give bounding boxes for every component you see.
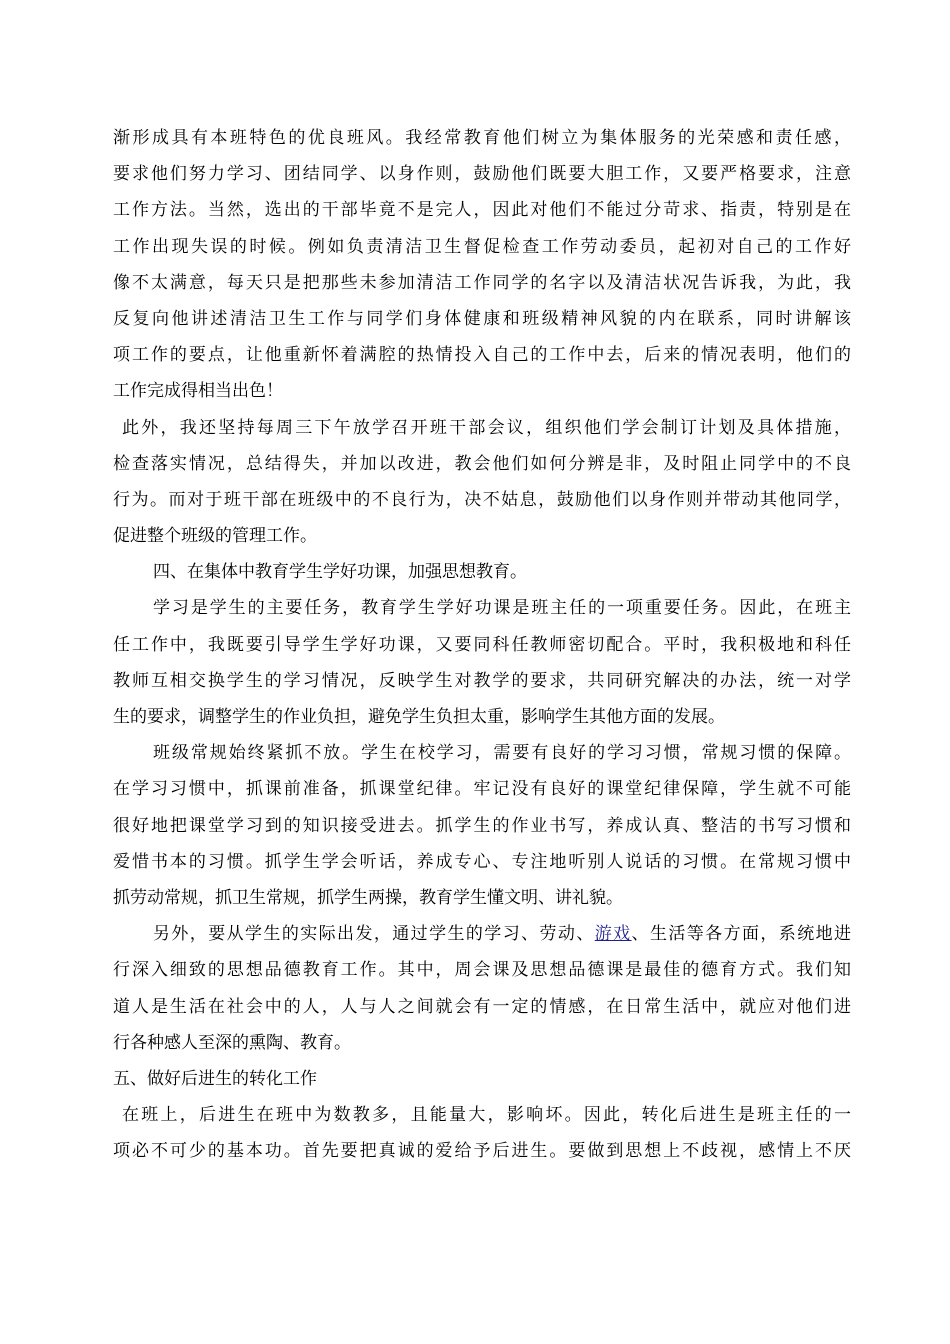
text-line: 项工作的要点，让他重新怀着满腔的热情投入自己的工作中去，后来的情况表明，他们的 — [113, 345, 851, 366]
text-line: 班级常规始终紧抓不放。学生在校学习，需要有良好的学习习惯，常规习惯的保障。 — [153, 743, 851, 764]
document-body — [113, 120, 851, 1169]
text-line: 行为。而对于班干部在班级中的不良行为，决不姑息，鼓励他们以身作则并带动其他同学， — [113, 489, 851, 510]
text-line — [113, 916, 851, 952]
text-line: 此外，我还坚持每周三下午放学召开班干部会议，组织他们学会制订计划及具体措施， — [122, 417, 851, 438]
text-line: 生的要求，调整学生的作业负担，避免学生负担太重，影响学生其他方面的发展。 — [113, 707, 725, 727]
text-line: 工作完成得相当出色！ — [113, 381, 283, 402]
text-line: 在班上，后进生在班中为数教多，且能量大，影响坏。因此，转化后进生是班主任的一 — [122, 1105, 851, 1126]
text-line: 道人是生活在社会中的人，人与人之间就会有一定的情感，在日常生活中，就应对他们进 — [113, 996, 851, 1017]
text-line: 学习是学生的主要任务，教育学生学好功课是班主任的一项重要任务。因此，在班主 — [153, 598, 851, 619]
section-heading: 五、做好后进生的转化工作 — [113, 1068, 317, 1089]
text-line: 项必不可少的基本功。首先要把真诚的爱给予后进生。要做到思想上不歧视，感情上不厌 — [113, 1141, 851, 1162]
text-line: 在学习习惯中，抓课前准备，抓课堂纪律。牢记没有良好的课堂纪律保障，学生就不可能 — [113, 779, 851, 800]
text-line: 很好地把课堂学习到的知识接受进去。抓学生的作业书写，养成认真、整洁的书写习惯和 — [113, 815, 851, 836]
text-line: 抓劳动常规，抓卫生常规，抓学生两操，教育学生懂文明、讲礼貌。 — [113, 887, 623, 908]
text-line: 工作出现失误的时候。例如负责清洁卫生督促检查工作劳动委员，起初对自己的工作好 — [113, 236, 851, 257]
text-line: 任工作中，我既要引导学生学好功课，又要同科任教师密切配合。平时，我积极地和科任 — [113, 634, 851, 655]
text-segment: 、生活等各方面，系统地进 — [631, 924, 851, 945]
game-link[interactable]: 游戏 — [594, 924, 632, 945]
section-heading: 四、在集体中教育学生学好功课，加强思想教育。 — [153, 562, 527, 583]
text-line: 行深入细致的思想品德教育工作。其中，周会课及思想品德课是最佳的德育方式。我们知 — [113, 960, 851, 981]
text-line: 教师互相交换学生的学习情况，反映学生对教学的要求，共同研究解决的办法，统一对学 — [113, 670, 851, 691]
text-line: 反复向他讲述清洁卫生工作与同学们身体健康和班级精神风貌的内在联系，同时讲解该 — [113, 308, 851, 329]
text-line: 像不太满意，每天只是把那些未参加清洁工作同学的名字以及清洁状况告诉我，为此，我 — [113, 272, 851, 293]
text-segment: 另外，要从学生的实际出发，通过学生的学习、劳动、 — [153, 924, 595, 945]
text-line: 要求他们努力学习、团结同学、以身作则，鼓励他们既要大胆工作，又要严格要求，注意 — [113, 164, 851, 185]
text-line: 行各种感人至深的熏陶、教育。 — [113, 1032, 351, 1053]
text-line: 工作方法。当然，选出的干部毕竟不是完人，因此对他们不能过分苛求、指责，特别是在 — [113, 200, 851, 221]
text-line: 促进整个班级的管理工作。 — [113, 526, 317, 547]
text-line: 渐形成具有本班特色的优良班风。我经常教育他们树立为集体服务的光荣感和责任感， — [113, 128, 851, 148]
text-line: 检查落实情况，总结得失，并加以改进，教会他们如何分辨是非，及时阻止同学中的不良 — [113, 453, 851, 474]
text-line: 爱惜书本的习惯。抓学生学会听话，养成专心、专注地听别人说话的习惯。在常规习惯中 — [113, 851, 851, 872]
